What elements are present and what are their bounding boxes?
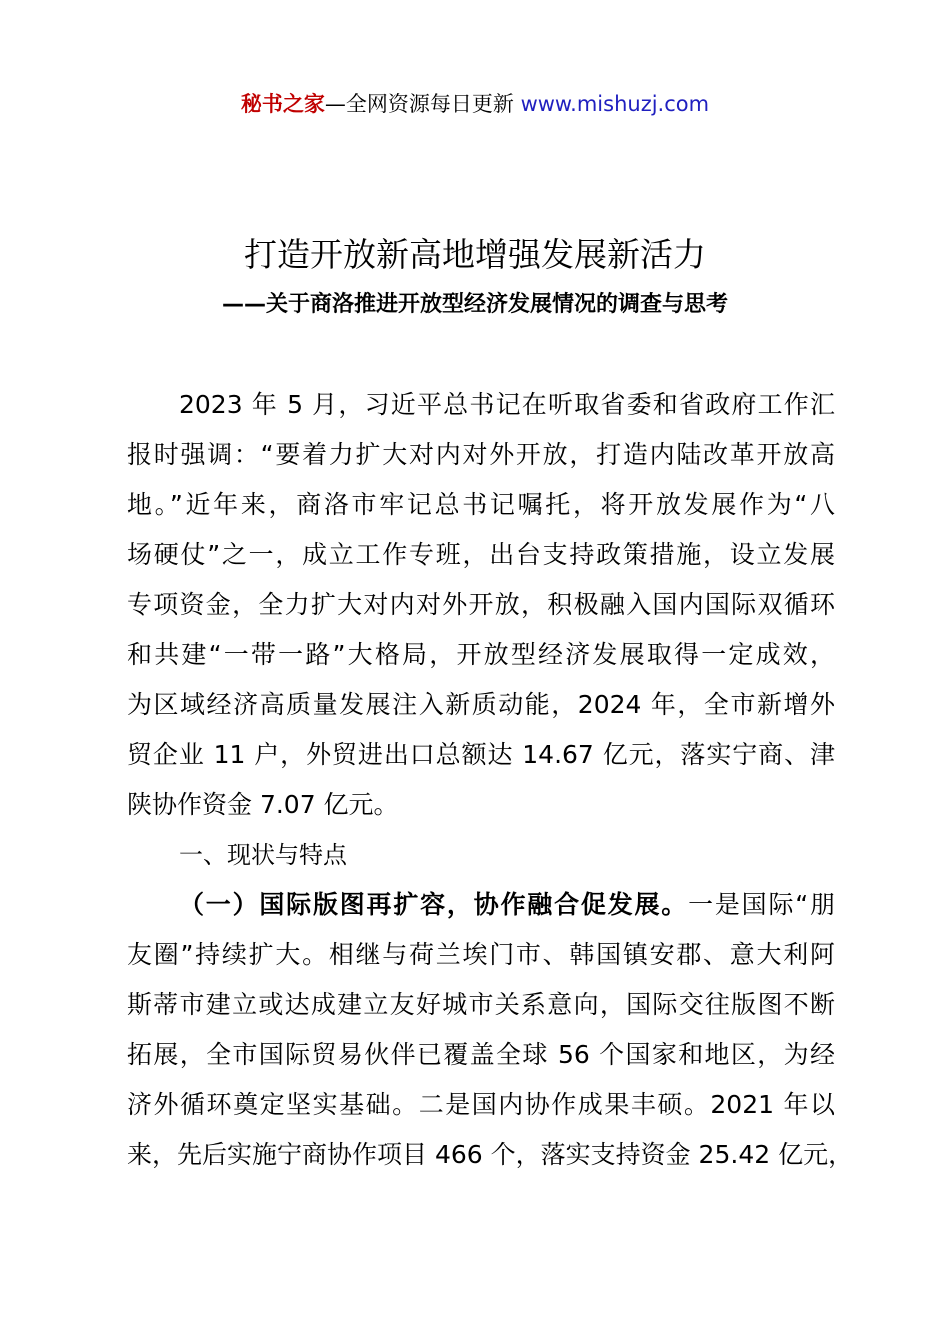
paragraph-line: 济外循环奠定坚实基础。二是国内协作成果丰硕。2021 年以	[127, 1090, 835, 1119]
paragraph-line: 陕协作资金 7.07 亿元。	[127, 790, 399, 819]
paragraph-line	[127, 880, 835, 930]
site-tagline: —全网资源每日更新	[324, 92, 521, 116]
site-url-link[interactable]: www.mishuzj.com	[520, 92, 710, 116]
paragraph-line: 为区域经济高质量发展注入新质动能，2024 年，全市新增外	[127, 690, 835, 719]
site-header	[0, 88, 950, 120]
document-subtitle: ——关于商洛推进开放型经济发展情况的调查与思考	[221, 292, 728, 317]
section-heading: 一、现状与特点	[179, 841, 347, 869]
paragraph-line: 贸企业 11 户，外贸进出口总额达 14.67 亿元，落实宁商、津	[127, 740, 835, 769]
paragraph-line: 2023 年 5 月，习近平总书记在听取省委和省政府工作汇	[179, 390, 835, 419]
paragraph-line: 报时强调：“要着力扩大对内对外开放，打造内陆改革开放高	[127, 440, 835, 469]
paragraph-line: 斯蒂市建立或达成建立友好城市关系意向，国际交往版图不断	[127, 990, 835, 1019]
intro-paragraph	[127, 380, 835, 830]
paragraph-line: 专项资金，全力扩大对内对外开放，积极融入国内国际双循环	[127, 590, 835, 619]
paragraph-text: 一是国际“朋	[688, 890, 835, 919]
paragraph-line: 拓展，全市国际贸易伙伴已覆盖全球 56 个国家和地区，为经	[127, 1040, 835, 1069]
paragraph-line: 场硬仗”之一，成立工作专班，出台支持政策措施，设立发展	[127, 540, 835, 569]
subsection-heading: （一）国际版图再扩容，协作融合促发展。	[179, 890, 689, 919]
paragraph-line: 来，先后实施宁商协作项目 466 个，落实支持资金 25.42 亿元，	[127, 1140, 854, 1169]
paragraph-line: 和共建“一带一路”大格局，开放型经济发展取得一定成效，	[127, 640, 835, 669]
paragraph-line: 地。”近年来，商洛市牢记总书记嘱托，将开放发展作为“八	[127, 490, 835, 519]
paragraph-line: 友圈”持续扩大。相继与荷兰埃门市、韩国镇安郡、意大利阿	[127, 940, 835, 969]
subsection-paragraph	[127, 880, 854, 1180]
document-body	[127, 380, 854, 1180]
site-brand: 秘书之家	[240, 92, 325, 116]
document-title: 打造开放新高地增强发展新活力	[244, 235, 706, 274]
